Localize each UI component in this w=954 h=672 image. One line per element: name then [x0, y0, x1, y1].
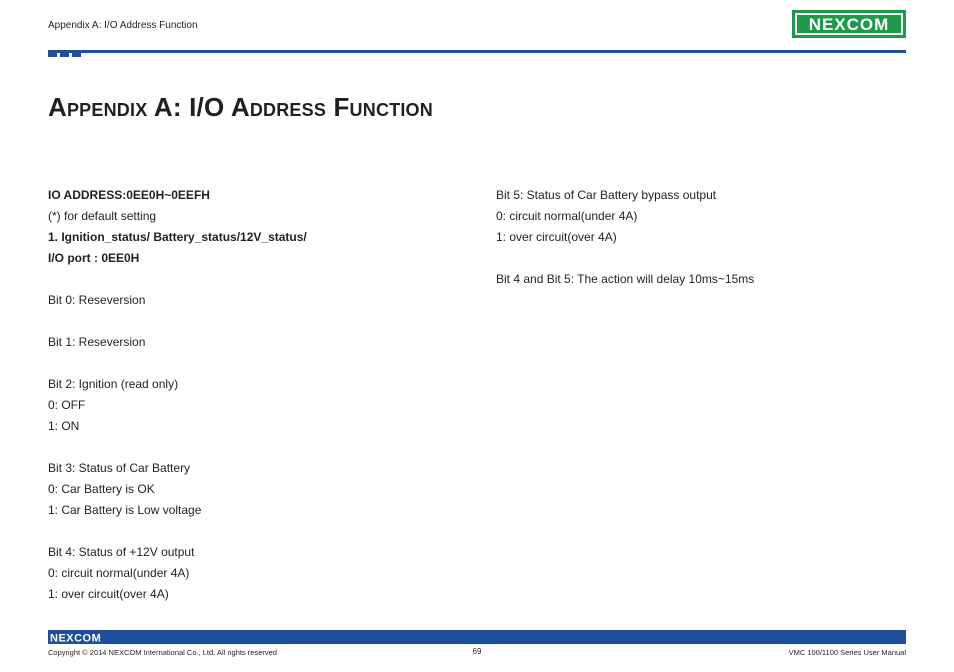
left-column-line — [48, 269, 307, 290]
header-square-3 — [72, 50, 81, 57]
header-section-title: Appendix A: I/O Address Function — [48, 20, 198, 31]
left-column-line: 0: OFF — [48, 398, 86, 412]
header-square-2 — [60, 50, 69, 57]
nexcom-logo — [792, 10, 906, 38]
left-column-line — [48, 311, 307, 332]
left-column-line — [48, 521, 307, 542]
footer-logo-text: NEXCOM — [50, 632, 102, 643]
left-column-line: Bit 1: Reseversion — [48, 335, 146, 349]
footer-bar — [48, 630, 906, 644]
page-title: Appendix A: I/O Address Function — [48, 92, 433, 122]
right-column-line: Bit 5: Status of Car Battery bypass output — [496, 188, 717, 202]
copyright-text: Copyright © 2014 NEXCOM International Co., Ltd. All rights reserved — [48, 648, 277, 657]
left-column-line: 0: circuit normal(under 4A) — [48, 566, 190, 580]
left-column-line: Bit 4: Status of +12V output — [48, 545, 195, 559]
left-column-line: Bit 2: Ignition (read only) — [48, 377, 179, 391]
left-column-line — [48, 437, 307, 458]
right-column-line: Bit 4 and Bit 5: The action will delay 10ms~15ms — [496, 272, 755, 286]
page-number: 69 — [472, 647, 482, 656]
left-column-line: 1: ON — [48, 419, 80, 433]
left-column-line: I/O port : 0EE0H — [48, 251, 140, 265]
right-column-line: 1: over circuit(over 4A) — [496, 230, 617, 244]
left-column-line: 0: Car Battery is OK — [48, 482, 155, 496]
right-column-line — [496, 248, 754, 269]
right-column-line: 0: circuit normal(under 4A) — [496, 209, 638, 223]
left-column-line: Bit 0: Reseversion — [48, 293, 146, 307]
header-rule — [48, 50, 906, 53]
right-column — [496, 185, 754, 290]
nexcom-logo-text: NEXCOM — [808, 15, 890, 34]
left-column-line: Bit 3: Status of Car Battery — [48, 461, 191, 475]
left-column-line: 1. Ignition_status/ Battery_status/12V_status/ — [48, 230, 307, 244]
header-square-1 — [48, 50, 57, 57]
left-column-line: IO ADDRESS:0EE0H~0EEFH — [48, 188, 210, 202]
manual-title: VMC 100/1100 Series User Manual — [788, 648, 906, 657]
left-column-line: (*) for default setting — [48, 209, 157, 223]
left-column-line — [48, 353, 307, 374]
footer-nexcom-logo — [50, 631, 110, 643]
left-column-line: 1: over circuit(over 4A) — [48, 587, 169, 601]
left-column-line: 1: Car Battery is Low voltage — [48, 503, 202, 517]
left-column — [48, 185, 307, 605]
